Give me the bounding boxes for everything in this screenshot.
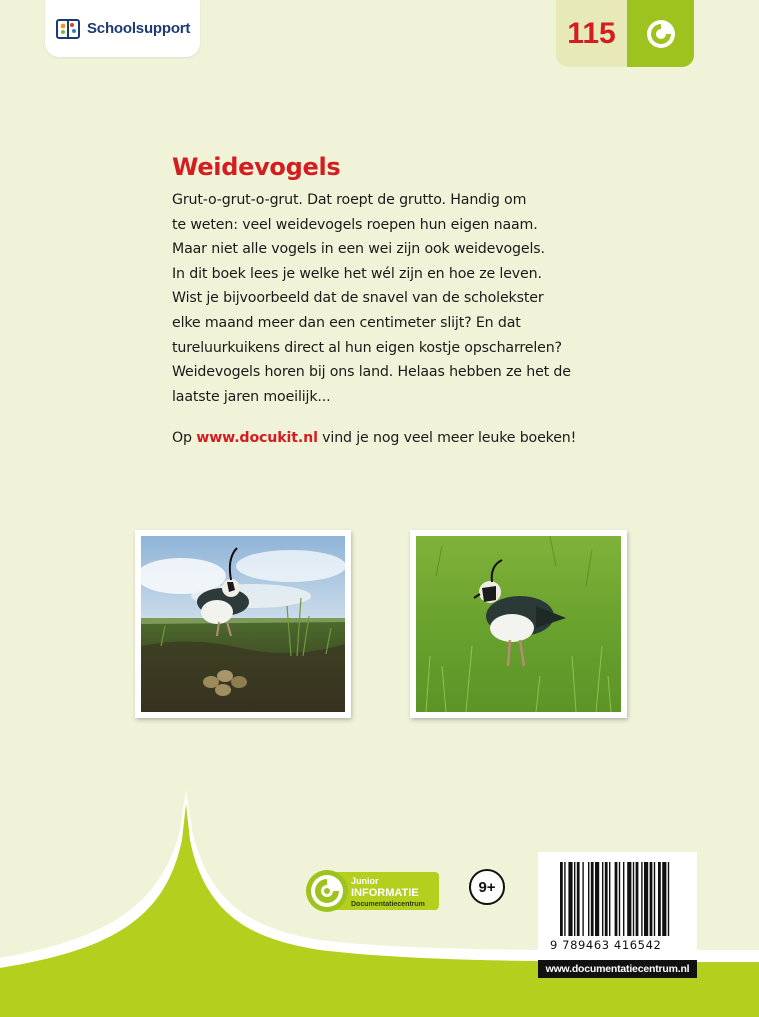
publisher-logo	[45, 0, 200, 57]
issue-number: 115	[567, 16, 616, 50]
swirl-box	[627, 0, 694, 67]
age-badge: 9+	[469, 869, 505, 905]
issue-tab	[556, 0, 694, 67]
publisher-name: Schoolsupport	[87, 20, 191, 37]
blurb-line: Weidevogels horen bij ons land. Helaas hebben ze het de	[172, 364, 571, 381]
barcode	[538, 852, 697, 959]
blurb-line: In dit boek lees je welke het wél zijn en hoe ze leven.	[172, 265, 542, 282]
barcode-bars	[538, 852, 697, 938]
blurb	[172, 188, 612, 409]
photo-lapwing-grass	[410, 530, 627, 718]
blurb-line: Grut-o-grut-o-grut. Dat roept de grutto. Handig om	[172, 192, 527, 208]
isbn-number: 9 789463 416542	[550, 938, 662, 952]
promo-suffix: vind je nog veel meer leuke boeken!	[317, 430, 577, 446]
book-title: Weidevogels	[172, 153, 341, 181]
promo-line	[172, 430, 576, 446]
website-url[interactable]: www.documentatiecentrum.nl	[538, 960, 697, 978]
issue-number-box	[556, 0, 627, 67]
junior-informatie-logo	[305, 868, 441, 914]
series-line3: Documentatiecentrum	[351, 901, 425, 908]
blurb-line: laatste jaren moeilijk...	[172, 388, 331, 405]
series-line1: Junior	[351, 876, 379, 886]
open-book-icon	[55, 16, 81, 42]
blurb-line: tureluurkuikens direct al hun eigen kostje opscharrelen?	[172, 339, 562, 356]
blurb-line: te weten: veel weidevogels roepen hun eigen naam.	[172, 216, 538, 233]
docukit-link[interactable]: www.docukit.nl	[196, 430, 318, 446]
blurb-line: Wist je bijvoorbeeld dat de snavel van de scholekster	[172, 290, 544, 307]
swirl-icon	[644, 17, 678, 51]
blurb-line: Maar niet alle vogels in een wei zijn ook weidevogels.	[172, 241, 545, 258]
photo-lapwing-nest	[135, 530, 351, 718]
blurb-line: elke maand meer dan een centimeter slijt? En dat	[172, 314, 521, 331]
promo-prefix: Op	[172, 430, 197, 446]
series-line2: INFORMATIE	[351, 887, 419, 899]
